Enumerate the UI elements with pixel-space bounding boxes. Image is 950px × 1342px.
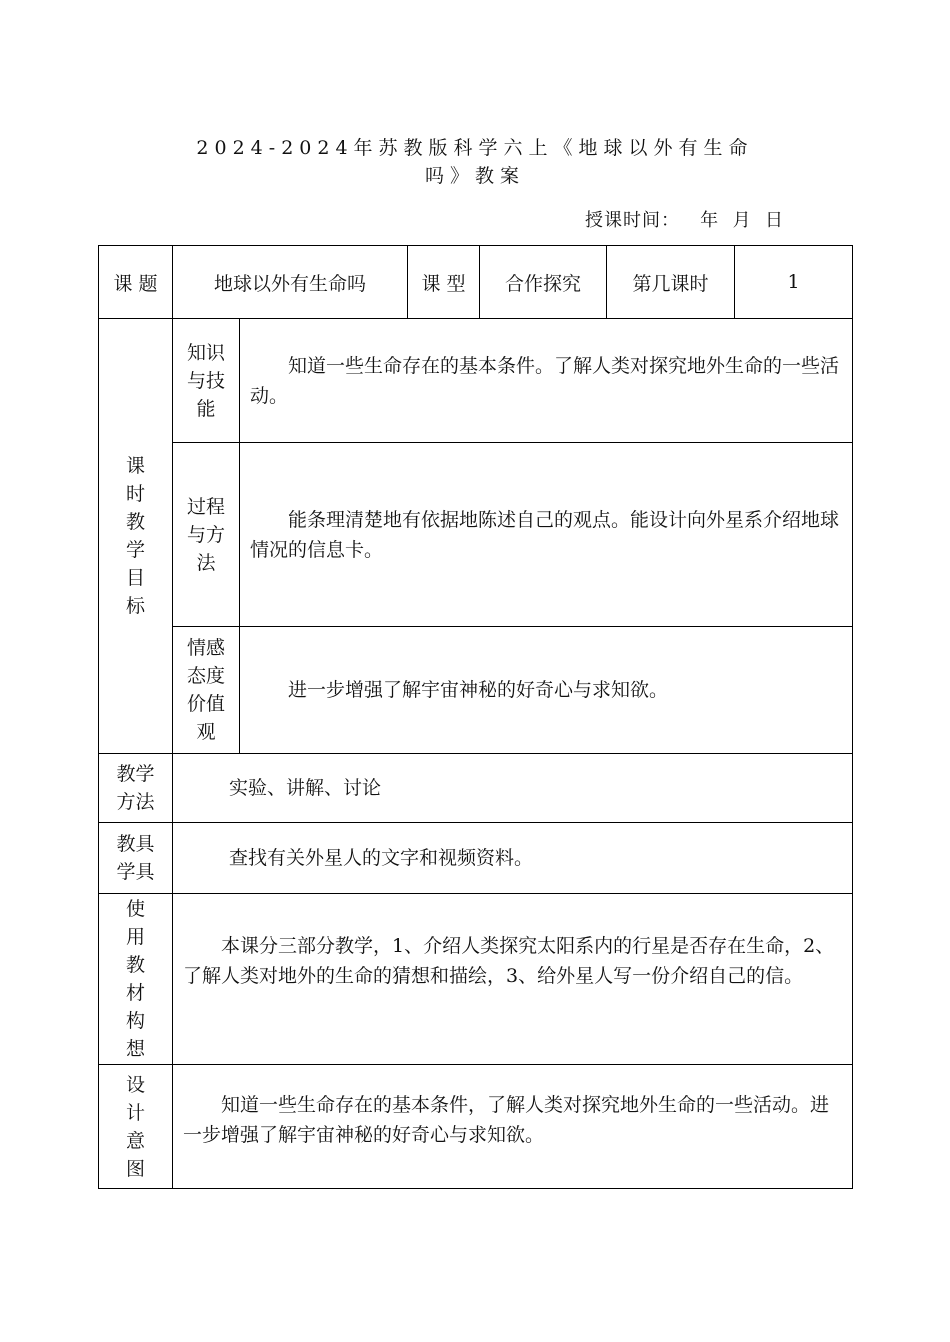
lesson-plan-table bbox=[98, 245, 853, 1189]
type-label: 课 型 bbox=[408, 246, 480, 319]
knowledge-text-cell bbox=[240, 319, 853, 443]
type-value: 合作探究 bbox=[480, 246, 607, 319]
lesson-date: 授课时间： 年 月 日 bbox=[585, 210, 785, 231]
knowledge-text: 知道一些生命存在的基本条件。了解人类对探究地外生命的一些活动。 bbox=[250, 354, 840, 407]
knowledge-label: 知识与技能 bbox=[186, 341, 225, 420]
objective-process-row bbox=[99, 443, 853, 627]
material-design-text-cell bbox=[173, 894, 853, 1065]
process-text-cell bbox=[240, 443, 853, 627]
document-title bbox=[150, 134, 800, 190]
process-text: 能条理清楚地有依据地陈述自己的观点。能设计向外星系介绍地球情况的信息卡。 bbox=[250, 508, 840, 561]
design-intent-label-cell bbox=[99, 1065, 173, 1189]
period-value: 1 bbox=[735, 246, 853, 319]
teaching-method-text-cell bbox=[173, 754, 853, 823]
process-label: 过程与方法 bbox=[186, 495, 225, 574]
teaching-method-label: 教学方法 bbox=[116, 763, 155, 813]
material-design-row bbox=[99, 894, 853, 1065]
material-design-label: 使用教材构想 bbox=[125, 898, 145, 1060]
emotion-label: 情感态度价值观 bbox=[186, 637, 225, 743]
design-intent-text: 知道一些生命存在的基本条件，了解人类对探究地外生命的一些活动。进一步增强了解宇宙神秘的好奇心与求知欲。 bbox=[183, 1093, 830, 1146]
process-label-cell bbox=[173, 443, 240, 627]
tools-row bbox=[99, 823, 853, 894]
tools-label: 教具学具 bbox=[116, 833, 155, 883]
header-row bbox=[99, 246, 853, 319]
design-intent-text-cell bbox=[173, 1065, 853, 1189]
teaching-method-text: 实验、讲解、讨论 bbox=[229, 777, 382, 799]
tools-text-cell bbox=[173, 823, 853, 894]
tools-text: 查找有关外星人的文字和视频资料。 bbox=[229, 847, 534, 869]
topic-label: 课 题 bbox=[99, 246, 173, 319]
design-intent-row bbox=[99, 1065, 853, 1189]
emotion-text-cell bbox=[240, 627, 853, 754]
objective-emotion-row bbox=[99, 627, 853, 754]
design-intent-label: 设计意图 bbox=[125, 1073, 145, 1180]
teaching-method-label-cell bbox=[99, 754, 173, 823]
topic-value: 地球以外有生命吗 bbox=[173, 246, 408, 319]
objectives-label: 课时教学目标 bbox=[125, 455, 145, 617]
tools-label-cell bbox=[99, 823, 173, 894]
material-design-text: 本课分三部分教学，1、介绍人类探究太阳系内的行星是否存在生命，2、了解人类对地外的生命的猜想和描绘，3、给外星人写一份介绍自己的信。 bbox=[183, 935, 835, 987]
title-line-1: 2024-2024年苏教版科学六上《地球以外有生命 bbox=[196, 137, 754, 159]
objective-knowledge-row bbox=[99, 319, 853, 443]
period-label: 第几课时 bbox=[607, 246, 735, 319]
title-line-2: 吗》教案 bbox=[424, 165, 525, 187]
teaching-method-row bbox=[99, 754, 853, 823]
objectives-label-cell bbox=[99, 319, 173, 754]
knowledge-label-cell bbox=[173, 319, 240, 443]
material-design-label-cell bbox=[99, 894, 173, 1065]
emotion-text: 进一步增强了解宇宙神秘的好奇心与求知欲。 bbox=[288, 679, 669, 701]
emotion-label-cell bbox=[173, 627, 240, 754]
